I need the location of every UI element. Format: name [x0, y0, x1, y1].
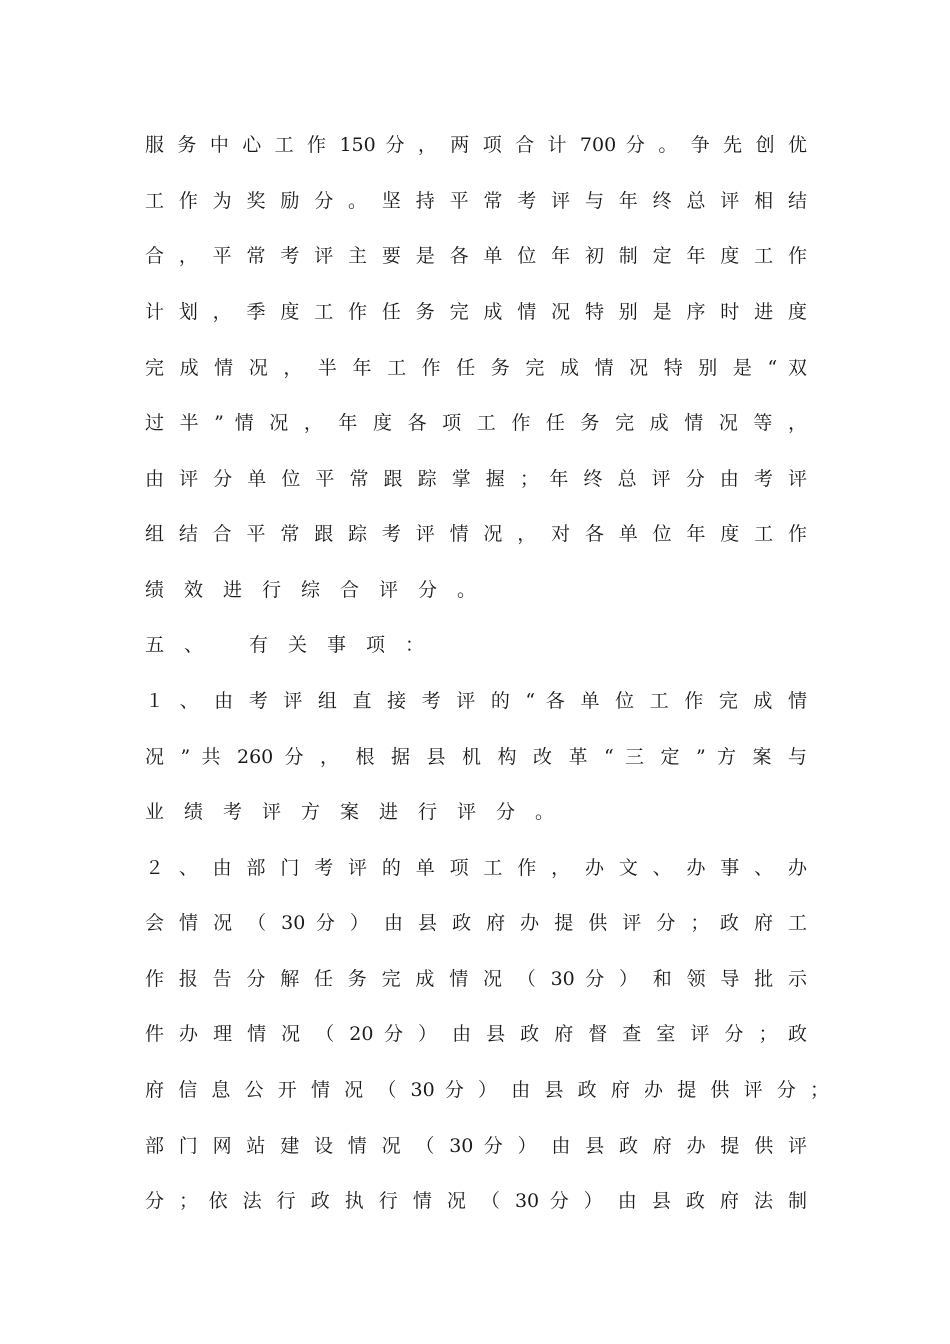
text-line-7: 由 评 分 单 位 平 常 跟 踪 掌 握 ； 年 终 总 评 分 由 考 评 — [145, 468, 807, 490]
text-line-13: 业绩考评方案进行评分。 — [145, 801, 575, 823]
text-line-12: 况 ” 共 260 分 ， 根 据 县 机 构 改 革 “ 三 定 ” 方 案 与 — [145, 746, 807, 768]
text-line-6: 过 半 ” 情 况 ， 年 度 各 项 工 作 任 务 完 成 情 况 等 ， — [145, 412, 807, 434]
text-line-4: 计 划 ， 季 度 工 作 任 务 完 成 情 况 特 别 是 序 时 进 度 — [145, 301, 807, 323]
text-line-1: 服 务 中 心 工 作 150 分 ， 两 项 合 计 700 分 。 争 先 创 优 — [145, 134, 807, 156]
text-line-3: 合 ， 平 常 考 评 主 要 是 各 单 位 年 初 制 定 年 度 工 作 — [145, 245, 807, 267]
text-line-15: 会 情 况 （ 30 分 ） 由 县 政 府 办 提 供 评 分 ； 政 府 工 — [145, 912, 807, 934]
text-line-9: 绩效进行综合评分。 — [145, 579, 497, 601]
text-line-20: 分 ； 依 法 行 政 执 行 情 况 （ 30 分 ） 由 县 政 府 法 制 — [145, 1190, 807, 1212]
text-line-5: 完 成 情 况 ， 半 年 工 作 任 务 完 成 情 况 特 别 是 “ 双 — [145, 357, 807, 379]
text-line-8: 组 结 合 平 常 跟 踪 考 评 情 况 ， 对 各 单 位 年 度 工 作 — [145, 523, 807, 545]
text-line-16: 作 报 告 分 解 任 务 完 成 情 况 （ 30 分 ） 和 领 导 批 示 — [145, 968, 807, 990]
text-line-11: １ 、 由 考 评 组 直 接 考 评 的 “ 各 单 位 工 作 完 成 情 — [145, 690, 807, 712]
text-line-14: ２ 、 由 部 门 考 评 的 单 项 工 作 ， 办 文 、 办 事 、 办 — [145, 857, 807, 879]
section-heading: 五、 有关事项： — [145, 634, 445, 656]
text-line-18: 府 信 息 公 开 情 况 （ 30 分 ） 由 县 政 府 办 提 供 评 分 ； — [145, 1079, 829, 1101]
text-line-17: 件 办 理 情 况 （ 20 分 ） 由 县 政 府 督 查 室 评 分 ； 政 — [145, 1023, 807, 1045]
text-line-2: 工 作 为 奖 励 分 。 坚 持 平 常 考 评 与 年 终 总 评 相 结 — [145, 190, 807, 212]
text-line-19: 部 门 网 站 建 设 情 况 （ 30 分 ） 由 县 政 府 办 提 供 评 — [145, 1135, 807, 1157]
